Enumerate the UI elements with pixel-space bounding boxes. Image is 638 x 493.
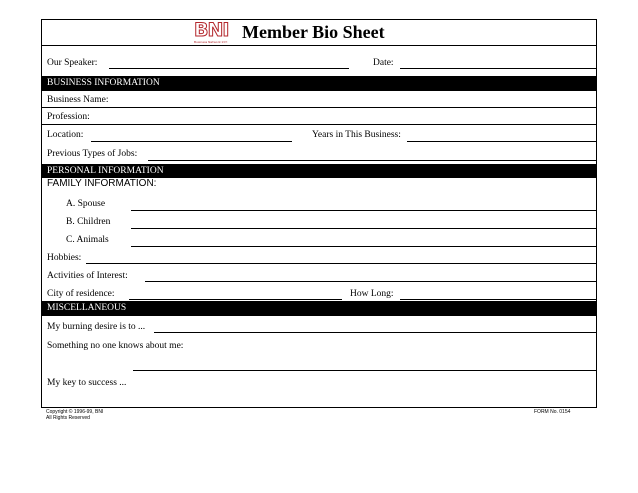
how-long-field[interactable]: [400, 299, 596, 300]
bni-logo-text: BNI: [194, 19, 229, 41]
years-field[interactable]: [407, 141, 596, 142]
animals-row: [42, 233, 596, 248]
speaker-field[interactable]: [109, 68, 349, 69]
bni-logo: [194, 19, 234, 44]
location-row: [42, 125, 596, 143]
years-label: Years in This Business:: [312, 130, 401, 140]
desire-label: My burning desire is to ...: [47, 322, 146, 332]
spouse-label: A. Spouse: [66, 199, 106, 209]
city-label: City of residence:: [47, 289, 115, 299]
desire-row: [42, 317, 596, 335]
personal-section-header: PERSONAL INFORMATION: [42, 164, 596, 178]
misc-section-header: MISCELLANEOUS: [42, 301, 596, 316]
spouse-row: [42, 197, 596, 212]
children-row: [42, 215, 596, 230]
animals-field[interactable]: [131, 246, 596, 247]
key-label: My key to success ...: [47, 378, 127, 388]
activities-row: [42, 268, 596, 284]
jobs-label: Previous Types of Jobs:: [47, 149, 138, 159]
speaker-row: [42, 56, 596, 73]
desire-field[interactable]: [154, 332, 596, 333]
bio-sheet-form: [41, 19, 597, 408]
city-row: [42, 285, 596, 301]
family-heading: FAMILY INFORMATION:: [47, 178, 157, 189]
speaker-label: Our Speaker:: [47, 58, 98, 68]
hobbies-label: Hobbies:: [47, 253, 82, 263]
hobbies-field[interactable]: [86, 263, 596, 264]
date-label: Date:: [373, 58, 394, 68]
activities-field[interactable]: [145, 281, 596, 282]
title-bar: [42, 20, 596, 46]
hobbies-row: [42, 250, 596, 266]
activities-label: Activities of Interest:: [47, 271, 128, 281]
how-long-label: How Long:: [350, 289, 394, 299]
jobs-field[interactable]: [148, 160, 596, 161]
children-field[interactable]: [131, 228, 596, 229]
city-field[interactable]: [129, 299, 342, 300]
secret-label: Something no one knows about me:: [47, 341, 184, 351]
business-section-header: BUSINESS INFORMATION: [42, 76, 596, 91]
secret-field[interactable]: [133, 370, 596, 371]
profession-row: [42, 108, 596, 125]
business-name-label: Business Name:: [47, 95, 109, 105]
business-name-row: [42, 91, 596, 108]
date-field[interactable]: [400, 68, 596, 69]
rights-text: All Rights Reserved: [46, 415, 90, 421]
location-label: Location:: [47, 130, 84, 140]
jobs-row: [42, 143, 596, 163]
profession-label: Profession:: [47, 112, 90, 122]
location-field[interactable]: [91, 141, 292, 142]
animals-label: C. Animals: [66, 235, 109, 245]
copyright-text: Copyright © 1996-99, BNI: [46, 409, 104, 415]
spouse-field[interactable]: [131, 210, 596, 211]
bni-logo-subtitle: Business Network Int'l: [194, 40, 228, 44]
children-label: B. Children: [66, 217, 111, 227]
form-number: FORM No. 0154: [534, 409, 571, 415]
page-title: Member Bio Sheet: [242, 22, 385, 42]
